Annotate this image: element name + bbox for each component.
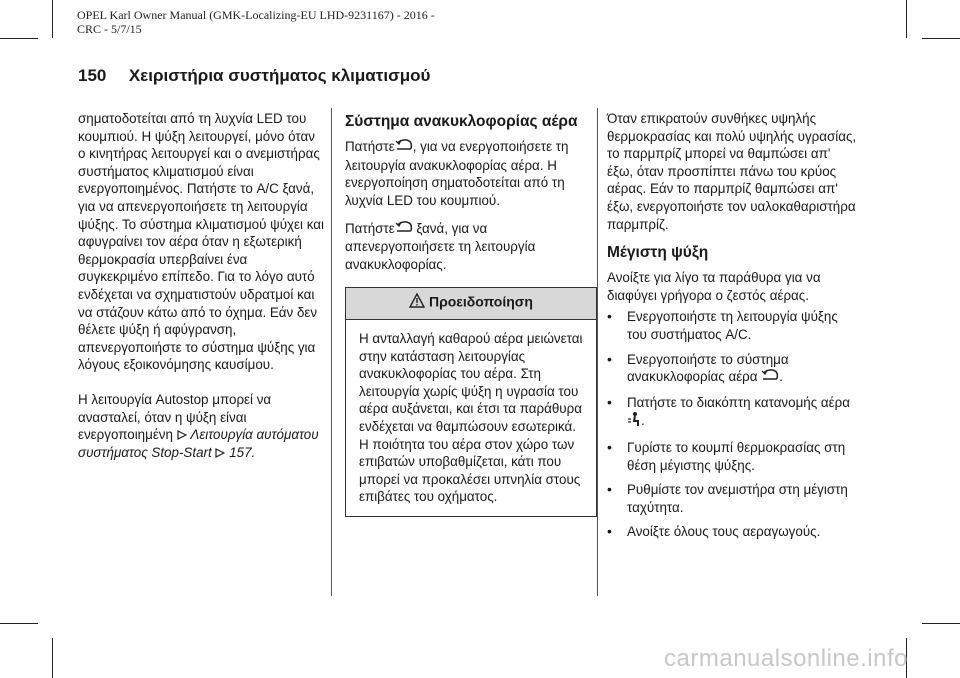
print-header-line1: OPEL Karl Owner Manual (GMK-Localizing-EU LHD-9231167) - 2016 - [77, 8, 435, 22]
column-3 [607, 110, 857, 548]
paragraph-text: Πατήστε [345, 139, 395, 154]
list-item-punct: . [779, 369, 784, 385]
cross-reference-link[interactable]: Λειτουργία αυτόματου συστήματος Stop-Start [78, 427, 319, 461]
warning-triangle-icon [409, 293, 425, 313]
list-item-text: Ενεργοποιήστε το σύστημα ανακυκλοφορίας αέρα [627, 351, 789, 385]
paragraph [345, 138, 597, 210]
list-item-text: Πατήστε το διακόπτη κατανομής αέρα [627, 394, 850, 410]
cross-reference-icon [215, 445, 225, 463]
recirculation-icon [395, 220, 413, 239]
recirculation-icon [395, 138, 413, 157]
crop-mark [922, 623, 960, 624]
section-heading: Μέγιστη ψύξη [607, 244, 709, 262]
list-item-punct: . [641, 413, 645, 429]
column-divider [331, 108, 332, 596]
crop-mark [0, 623, 38, 624]
warning-body: Η ανταλλαγή καθαρού αέρα μειώνεται στην κατάσταση λειτουργίας ανακυκλοφορίας του αέρα. Στη λειτουργία χωρίς ψύξη η υγρασία του αέρα αυξάνεται, και έτσι τα παράθυρα ενδέχεται να θαμπώσουν εσωτερικά. Η ποιότητα του αέρα στον χώρο των επιβατών υποβαθμίζεται, κάτι που μπορεί να προκαλέσει υπνηλία στους επιβάτες του οχήματος. [359, 331, 583, 505]
paragraph: σηματοδοτείται από τη λυχνία LED του κουμπιού. Η ψύξη λειτουργεί, μόνο όταν ο κινητήρας λειτουργεί και ο ανεμιστήρας συστήματος κλιματισμού είναι ενεργοποιημένος. Πατήστε το A/C ξανά, για να απενεργοποιήσετε τη λειτουργία ψύξης. Το σύστημα κλιματισμού ψύχει και αφυγραίνει τον αέρα όταν η εξωτερική θερμοκρασία υπερβαίνει ένα συγκεκριμένο επίπεδο. Για το λόγο αυτό ενδέχεται να σχηματιστούν υδρατμοί και να στάζουν κάτω από το όχημα. Εάν δεν θέλετε ψύξη ή αφύγρανση, απενεργοποιήστε το σύστημα ψύξης για λόγους εξοικονόμησης καυσίμου. [78, 111, 324, 373]
print-header [77, 8, 435, 36]
column-2 [345, 112, 597, 517]
page-number: 150 [78, 66, 107, 85]
warning-title: Προειδοποίηση [428, 293, 533, 310]
list-item: • Ανοίξτε όλους τους αεραγωγούς. [607, 523, 857, 541]
bullet-list [607, 308, 857, 541]
crop-mark [906, 0, 907, 38]
cross-reference-page[interactable]: 157. [229, 445, 256, 461]
paragraph-text: Πατήστε [345, 220, 395, 236]
paragraph-autostop [78, 391, 325, 463]
paragraph-text: , για να ενεργοποιήσετε τη λειτουργία ανακυκλοφορίας αέρα. Η ενεργοποίηση σηματοδοτείται από τη λυχνία LED του κουμπιού. [345, 139, 569, 208]
page-title-row [78, 66, 430, 86]
list-item: • Ρυθμίστε τον ανεμιστήρα στη μέγιστη ταχύτητα. [607, 481, 857, 516]
recirculation-icon [761, 368, 779, 387]
warning-box [345, 287, 597, 517]
paragraph: Ανοίξτε για λίγο τα παράθυρα για να διαφύγει γρήγορα ο ζεστός αέρας. [607, 270, 821, 303]
list-item [607, 351, 857, 387]
print-header-line2: CRC - 5/7/15 [77, 22, 142, 36]
section-title: Χειριστήρια συστήματος κλιματισμού [128, 66, 431, 85]
paragraph: Όταν επικρατούν συνθήκες υψηλής θερμοκρασίας και πολύ υψηλής υγρασίας, το παρμπρίζ μπορεί να θαμπώσει απ' έξω, όταν προσπίπτει πάνω του κρύος αέρας. Εάν το παρμπρίζ θαμπώσει απ' έξω, ενεργοποιήστε τον υαλοκαθαριστήρα παρμπρίζ. [607, 111, 857, 232]
watermark: carmanualsonline.info [664, 645, 908, 672]
paragraph-text: Η λειτουργία Autostop μπορεί να ανασταλεί, όταν η ψύξη είναι ενεργοποιημένη [78, 391, 272, 443]
section-heading: Σύστημα ανακυκλοφορίας αέρα [345, 113, 578, 130]
crop-mark [52, 638, 53, 678]
column-divider [597, 108, 598, 596]
list-item [607, 394, 857, 432]
list-item: • Ενεργοποιήστε τη λειτουργία ψύξης του συστήματος A/C. [607, 308, 857, 343]
crop-mark [922, 38, 960, 39]
crop-mark [0, 38, 38, 39]
warning-header [346, 288, 596, 320]
paragraph [345, 220, 597, 274]
list-item: • Γυρίστε το κουμπί θερμοκρασίας στη θέση μέγιστης ψύξης. [607, 439, 857, 474]
air-distribution-icon [627, 411, 641, 432]
cross-reference-icon [177, 427, 187, 445]
crop-mark [52, 0, 53, 38]
column-1 [78, 110, 325, 463]
paragraph-text: ξανά, για να απενεργοποιήσετε τη λειτουργία ανακυκλοφορίας. [345, 220, 536, 272]
